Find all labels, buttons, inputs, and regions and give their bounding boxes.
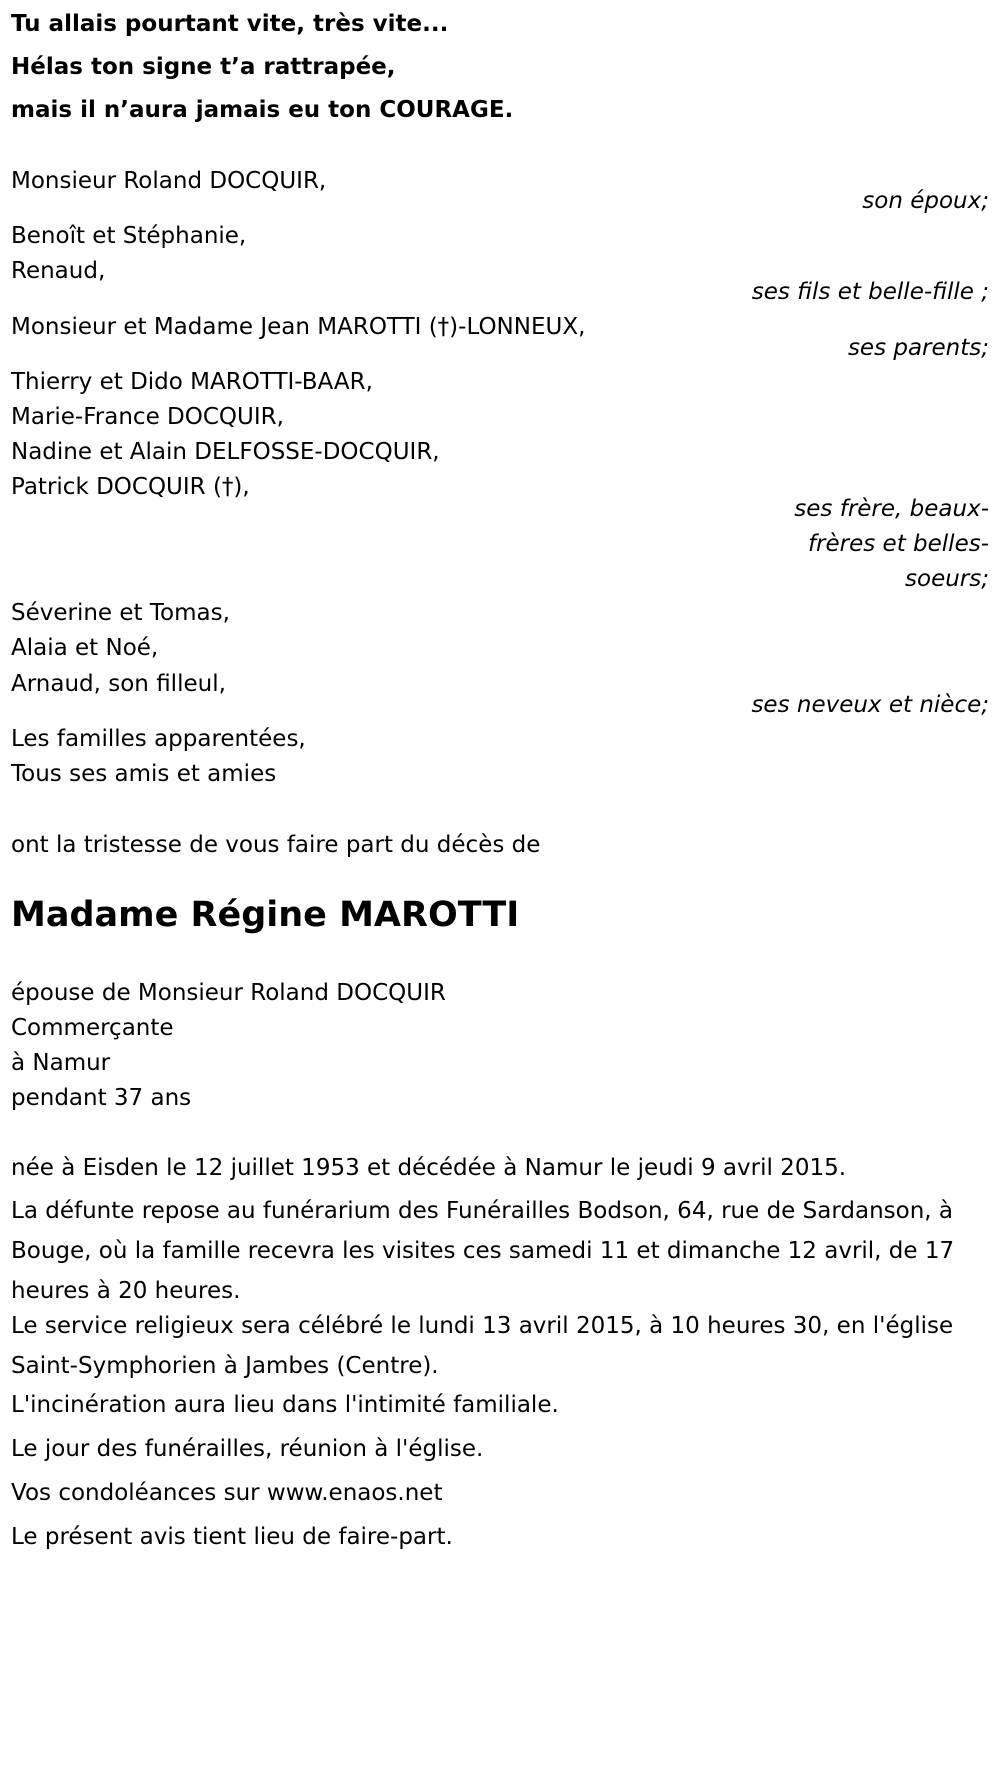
nephew-name: Alaia et Noé, bbox=[11, 635, 159, 661]
children-role: ses fils et belle-fille ; bbox=[751, 279, 989, 305]
deceased-detail: Commerçante bbox=[11, 1015, 174, 1041]
sibling-name: Nadine et Alain DELFOSSE-DOCQUIR, bbox=[11, 439, 440, 465]
sibling-name: Thierry et Dido MAROTTI-BAAR, bbox=[11, 369, 373, 395]
spouse-name: Monsieur Roland DOCQUIR, bbox=[11, 168, 327, 194]
nephews-role: ses neveux et nièce; bbox=[751, 692, 989, 718]
incineration-notice: L'incinération aura lieu dans l'intimité familiale. bbox=[11, 1392, 559, 1418]
deceased-detail: à Namur bbox=[11, 1050, 111, 1076]
faire-part-notice: Le présent avis tient lieu de faire-part. bbox=[11, 1524, 453, 1550]
poem-line: Tu allais pourtant vite, très vite... bbox=[11, 11, 449, 37]
siblings-role: frères et belles- bbox=[807, 531, 989, 557]
parents-role: ses parents; bbox=[847, 335, 989, 361]
others-line: Les familles apparentées, bbox=[11, 726, 306, 752]
child-name: Renaud, bbox=[11, 258, 106, 284]
birth-death-notice: née à Eisden le 12 juillet 1953 et décédée à Namur le jeudi 9 avril 2015. bbox=[11, 1155, 847, 1181]
siblings-role: ses frère, beaux- bbox=[794, 496, 989, 522]
parents-name: Monsieur et Madame Jean MAROTTI (†)-LONNEUX, bbox=[11, 314, 586, 340]
nephew-name: Séverine et Tomas, bbox=[11, 600, 230, 626]
poem-line: Hélas ton signe t’a rattrapée, bbox=[11, 54, 396, 80]
condolences-notice: Vos condoléances sur www.enaos.net bbox=[11, 1480, 443, 1506]
others-line: Tous ses amis et amies bbox=[11, 761, 277, 787]
announcement: ont la tristesse de vous faire part du décès de bbox=[11, 832, 541, 858]
funerarium-notice: La défunte repose au funérarium des Funérailles Bodson, 64, rue de Sardanson, à Bouge, où la famille recevra les visites ces samedi 11 et dimanche 12 avril, de 17 heures à 20 heures. bbox=[11, 1198, 955, 1304]
child-name: Benoît et Stéphanie, bbox=[11, 223, 247, 249]
deceased-detail: pendant 37 ans bbox=[11, 1085, 192, 1111]
nephew-name: Arnaud, son filleul, bbox=[11, 671, 226, 697]
sibling-name: Patrick DOCQUIR (†), bbox=[11, 474, 250, 500]
poem-line: mais il n’aura jamais eu ton COURAGE. bbox=[11, 97, 514, 123]
deceased-detail: épouse de Monsieur Roland DOCQUIR bbox=[11, 980, 446, 1006]
deceased-name: Madame Régine MAROTTI bbox=[11, 895, 520, 935]
spouse-role: son époux; bbox=[862, 188, 989, 214]
siblings-role: soeurs; bbox=[905, 566, 989, 592]
service-notice: Le service religieux sera célébré le lundi 13 avril 2015, à 10 heures 30, en l'église Saint-Symphorien à Jambes (Centre). bbox=[11, 1313, 954, 1379]
sibling-name: Marie-France DOCQUIR, bbox=[11, 404, 284, 430]
meeting-notice: Le jour des funérailles, réunion à l'église. bbox=[11, 1436, 484, 1462]
